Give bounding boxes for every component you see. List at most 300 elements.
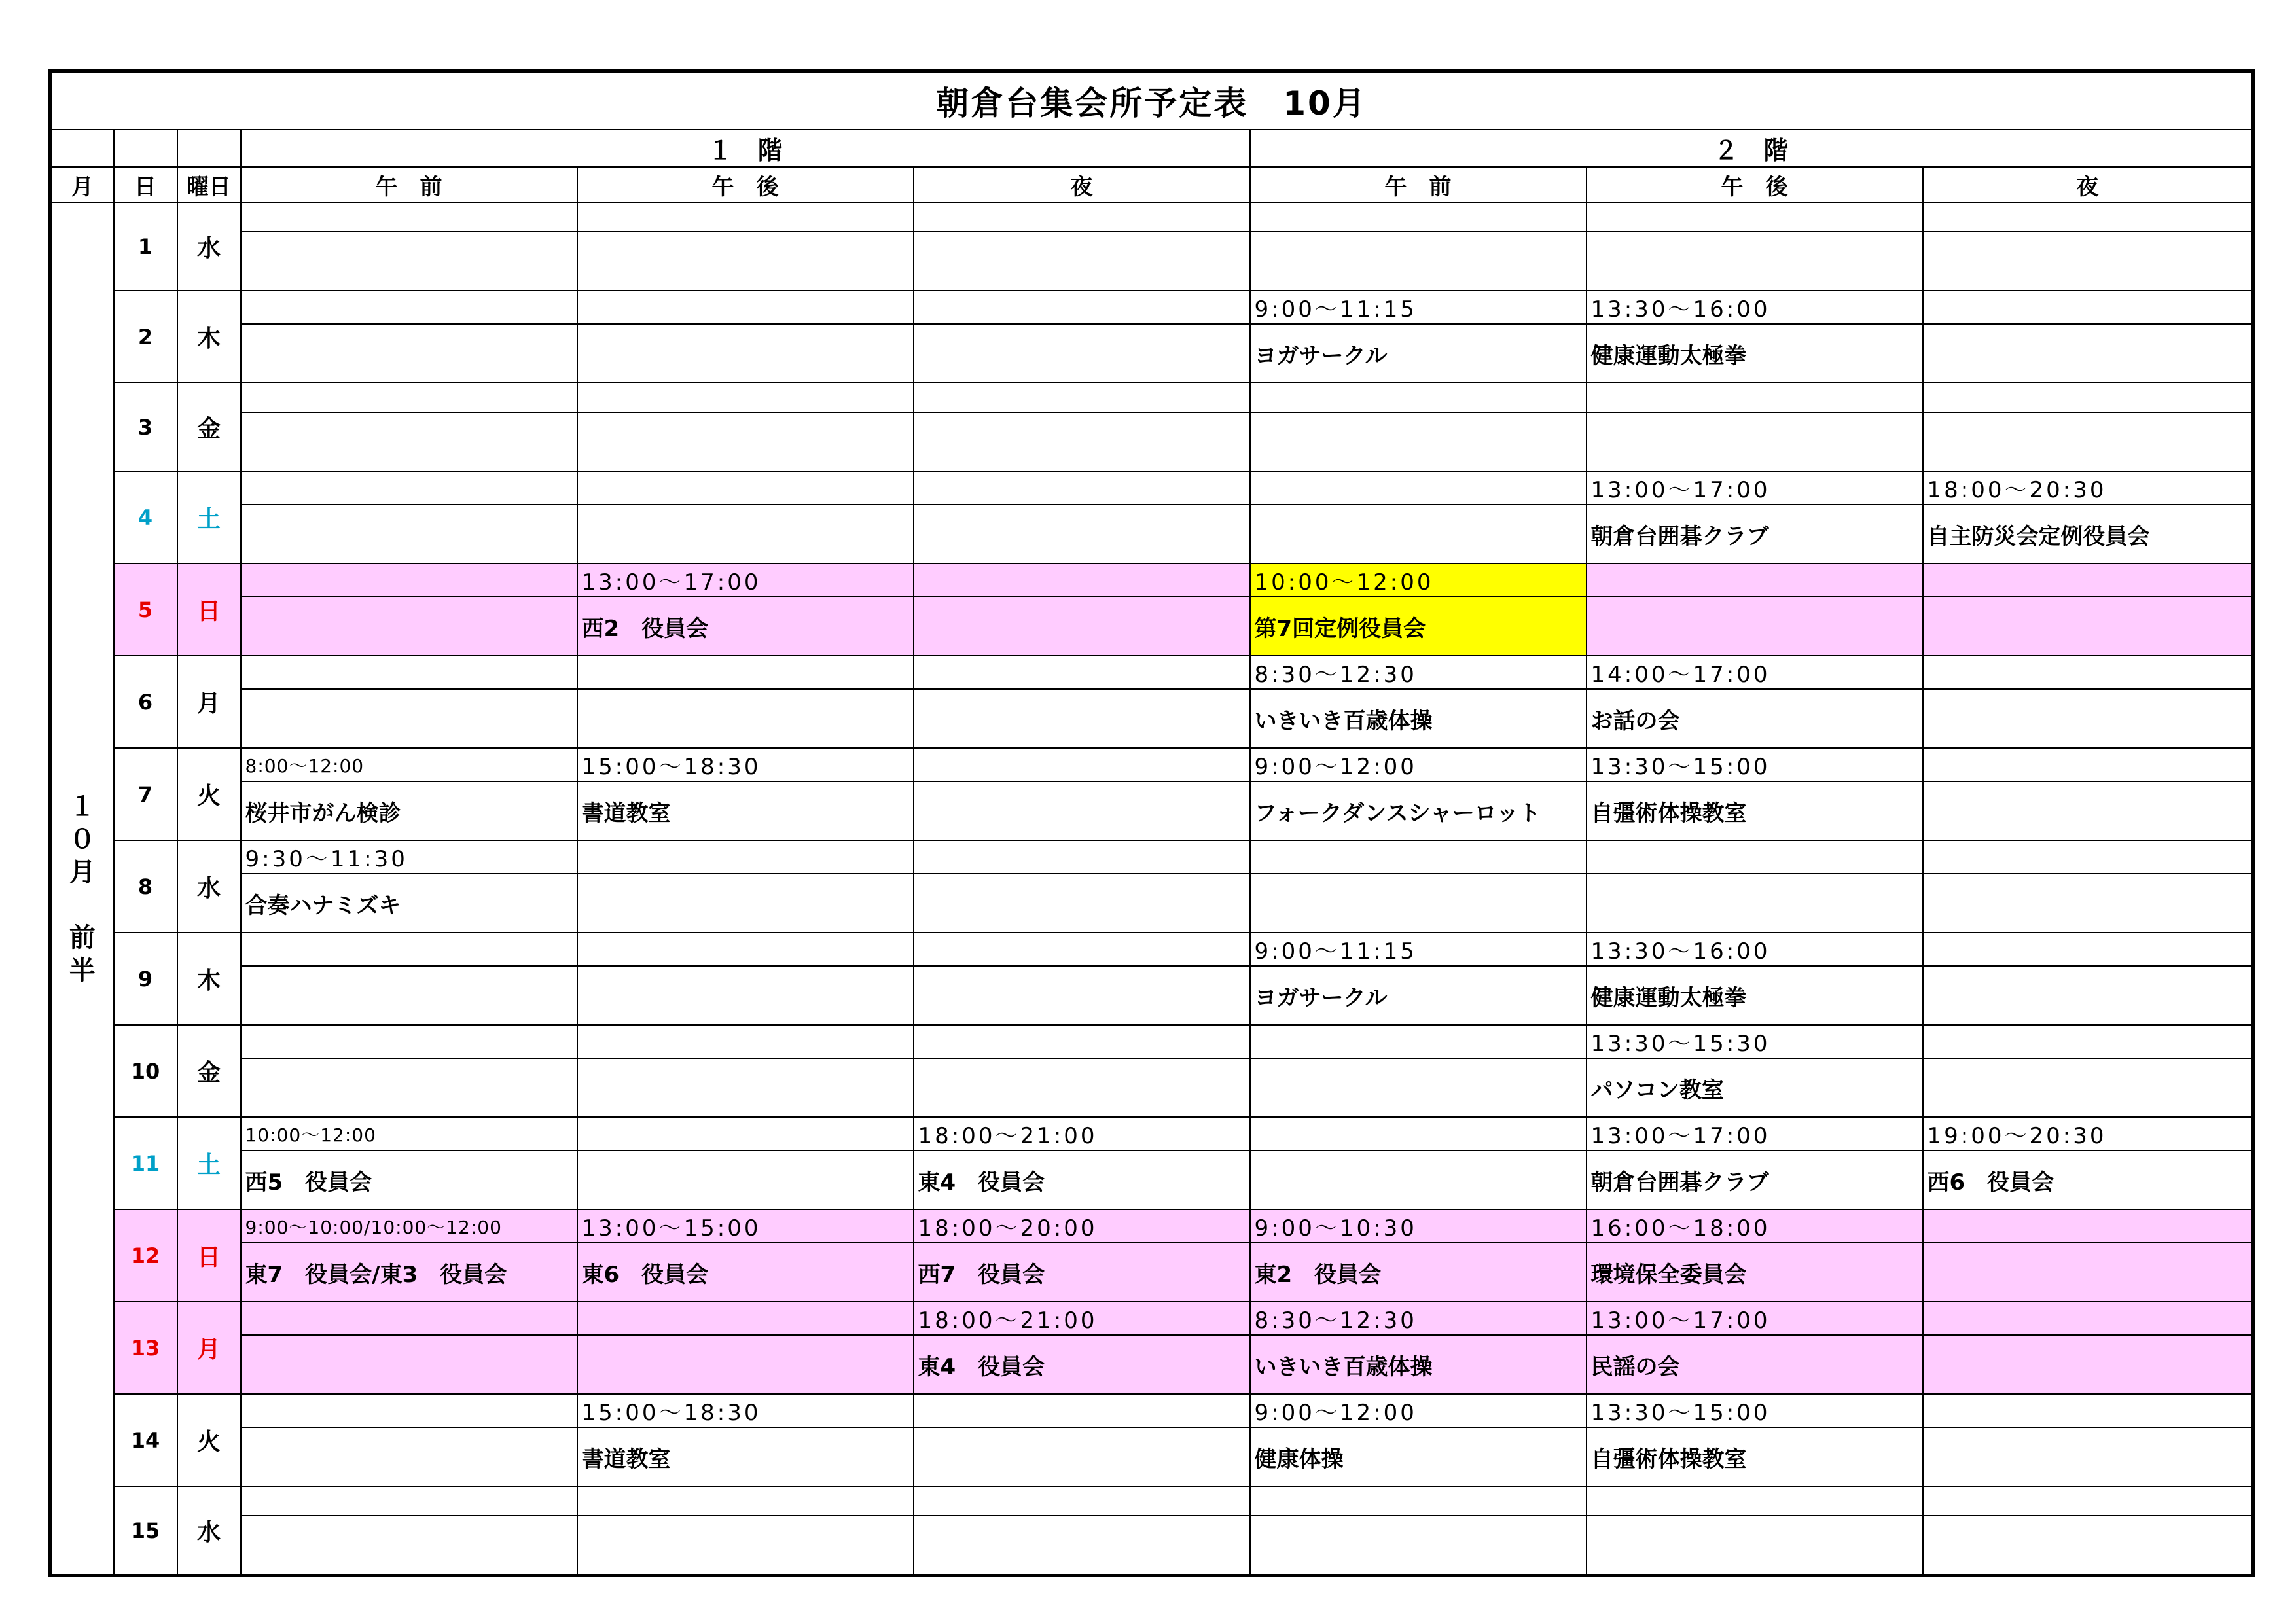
time-cell — [1923, 1209, 2253, 1243]
month-label — [50, 202, 114, 1576]
time-cell — [1250, 1302, 1587, 1335]
activity-cell — [1250, 597, 1587, 656]
activity-cell — [577, 324, 914, 383]
time-cell — [241, 1209, 577, 1243]
event-time-2f-pm: 13:30〜15:30 — [1590, 1031, 1770, 1057]
time-cell — [1923, 1486, 2253, 1516]
activity-cell — [1250, 1516, 1587, 1576]
activity-cell — [1923, 597, 2253, 656]
time-cell — [577, 656, 914, 689]
day-row — [50, 1302, 2253, 1335]
weekday-label: 金 — [177, 1025, 241, 1117]
time-cell — [241, 1394, 577, 1427]
activity-cell — [577, 1150, 914, 1209]
activity-cell — [577, 1427, 914, 1486]
activity-cell — [577, 1058, 914, 1117]
event-time-2f-am: 9:00〜11:15 — [1254, 296, 1417, 323]
event-name-1f-am: 桜井市がん検診 — [245, 800, 401, 827]
time-cell — [914, 1117, 1250, 1150]
activity-cell — [577, 781, 914, 840]
event-time-2f-pm: 13:00〜17:00 — [1590, 1123, 1770, 1149]
month-label-char: 半 — [69, 955, 96, 986]
event-name-2f-am: 健康体操 — [1254, 1446, 1344, 1472]
weekday-label: 木 — [177, 933, 241, 1025]
time-cell — [241, 471, 577, 505]
day-number: 2 — [114, 291, 177, 383]
time-cell — [914, 1025, 1250, 1058]
activity-cell — [1923, 1150, 2253, 1209]
time-cell — [1250, 1025, 1587, 1058]
time-cell — [577, 933, 914, 966]
time-cell — [1923, 933, 2253, 966]
day-row — [50, 840, 2253, 874]
day-row-activity — [50, 1427, 2253, 1486]
event-time-2f-night: 18:00〜20:30 — [1927, 477, 2107, 503]
time-cell — [1923, 383, 2253, 412]
event-time-1f-am: 9:30〜11:30 — [245, 846, 408, 872]
time-cell — [1587, 933, 1923, 966]
time-cell — [577, 1486, 914, 1516]
activity-cell — [1250, 505, 1587, 563]
activity-cell — [241, 1427, 577, 1486]
time-cell — [1587, 471, 1923, 505]
month-label-char: 月 — [69, 857, 96, 887]
activity-cell — [914, 781, 1250, 840]
time-cell — [1923, 563, 2253, 597]
day-number: 1 — [114, 202, 177, 291]
event-name-1f-night: 東4 役員会 — [918, 1353, 1045, 1380]
activity-cell — [577, 505, 914, 563]
time-cell — [1587, 748, 1923, 781]
day-row-activity — [50, 1243, 2253, 1302]
activity-cell — [1587, 874, 1923, 933]
time-cell — [241, 1025, 577, 1058]
day-number: 10 — [114, 1025, 177, 1117]
event-name-2f-pm: 健康運動太極拳 — [1590, 342, 1747, 369]
time-cell — [1250, 1394, 1587, 1427]
time-cell — [241, 656, 577, 689]
time-cell — [577, 1117, 914, 1150]
activity-cell — [1587, 1335, 1923, 1394]
time-cell — [577, 471, 914, 505]
time-cell — [914, 563, 1250, 597]
slot-header-2f-pm: 午 後 — [1587, 167, 1923, 202]
activity-cell — [241, 966, 577, 1025]
time-cell — [914, 933, 1250, 966]
event-time-2f-pm: 14:00〜17:00 — [1590, 662, 1770, 688]
event-name-2f-am: いきいき百歳体操 — [1254, 707, 1433, 734]
time-cell — [914, 471, 1250, 505]
event-name-1f-pm: 書道教室 — [581, 800, 671, 827]
time-cell — [914, 383, 1250, 412]
event-time-2f-am: 9:00〜12:00 — [1254, 754, 1417, 780]
time-cell — [1923, 656, 2253, 689]
event-time-2f-pm: 13:30〜16:00 — [1590, 296, 1770, 323]
time-cell — [914, 202, 1250, 232]
day-row-activity — [50, 1150, 2253, 1209]
activity-cell — [914, 505, 1250, 563]
time-cell — [241, 291, 577, 324]
day-row — [50, 1025, 2253, 1058]
event-name-1f-am: 東7 役員会/東3 役員会 — [245, 1261, 507, 1288]
time-cell — [241, 748, 577, 781]
event-name-2f-pm: お話の会 — [1590, 707, 1680, 734]
activity-cell — [241, 1150, 577, 1209]
event-name-1f-night: 東4 役員会 — [918, 1169, 1045, 1196]
weekday-header: 曜日 — [177, 167, 241, 202]
day-row-activity — [50, 505, 2253, 563]
activity-cell — [1250, 1335, 1587, 1394]
time-cell — [1923, 471, 2253, 505]
activity-cell — [1587, 505, 1923, 563]
slot-header-2f-am: 午 前 — [1250, 167, 1587, 202]
activity-cell — [1587, 1150, 1923, 1209]
slot-header-1f-night: 夜 — [914, 167, 1250, 202]
event-time-1f-pm: 15:00〜18:30 — [581, 754, 761, 780]
activity-cell — [241, 874, 577, 933]
activity-cell — [1923, 324, 2253, 383]
event-name-2f-am: ヨガサークル — [1254, 984, 1388, 1011]
activity-cell — [1250, 1427, 1587, 1486]
time-cell — [241, 840, 577, 874]
day-row — [50, 1394, 2253, 1427]
activity-cell — [1587, 1058, 1923, 1117]
activity-cell — [914, 1150, 1250, 1209]
time-cell — [577, 291, 914, 324]
activity-cell — [577, 232, 914, 291]
month-label-char: ０ — [69, 824, 96, 855]
event-name-1f-pm: 西2 役員会 — [581, 615, 709, 642]
activity-cell — [1923, 781, 2253, 840]
page-title: 朝倉台集会所予定表 10月 — [50, 71, 2253, 130]
event-time-2f-pm: 13:00〜17:00 — [1590, 1308, 1770, 1334]
day-row — [50, 656, 2253, 689]
day-row-activity — [50, 874, 2253, 933]
day-row-activity — [50, 689, 2253, 748]
activity-cell — [241, 1516, 577, 1576]
event-name-2f-pm: パソコン教室 — [1590, 1077, 1724, 1103]
event-name-2f-am: 東2 役員会 — [1254, 1261, 1382, 1288]
event-name-2f-pm: 健康運動太極拳 — [1590, 984, 1747, 1011]
event-name-1f-pm: 書道教室 — [581, 1446, 671, 1472]
activity-cell — [241, 1335, 577, 1394]
time-cell — [577, 1209, 914, 1243]
event-time-2f-pm: 13:30〜15:00 — [1590, 1400, 1770, 1426]
activity-cell — [1923, 966, 2253, 1025]
day-row — [50, 563, 2253, 597]
time-cell — [1250, 471, 1587, 505]
time-cell — [577, 1302, 914, 1335]
time-cell — [241, 1486, 577, 1516]
weekday-label: 水 — [177, 202, 241, 291]
activity-cell — [914, 412, 1250, 471]
activity-cell — [914, 1335, 1250, 1394]
time-cell — [1587, 383, 1923, 412]
activity-cell — [1923, 412, 2253, 471]
time-cell — [914, 748, 1250, 781]
day-row — [50, 383, 2253, 412]
event-time-2f-am: 10:00〜12:00 — [1254, 569, 1434, 596]
event-time-2f-pm: 16:00〜18:00 — [1590, 1215, 1770, 1241]
time-cell — [1923, 1394, 2253, 1427]
event-time-2f-am: 8:30〜12:30 — [1254, 662, 1417, 688]
time-cell — [914, 1209, 1250, 1243]
activity-cell — [914, 1516, 1250, 1576]
time-cell — [1923, 748, 2253, 781]
weekday-label: 月 — [177, 1302, 241, 1394]
activity-cell — [914, 1058, 1250, 1117]
day-number: 13 — [114, 1302, 177, 1394]
time-cell — [577, 383, 914, 412]
day-number: 4 — [114, 471, 177, 563]
day-row-activity — [50, 597, 2253, 656]
day-row-activity — [50, 1058, 2253, 1117]
activity-cell — [914, 1427, 1250, 1486]
event-time-2f-night: 19:00〜20:30 — [1927, 1123, 2107, 1149]
activity-cell — [577, 1335, 914, 1394]
time-cell — [1587, 291, 1923, 324]
activity-cell — [241, 505, 577, 563]
day-header: 日 — [114, 167, 177, 202]
day-row-activity — [50, 1516, 2253, 1576]
activity-cell — [1250, 781, 1587, 840]
activity-cell — [577, 597, 914, 656]
activity-cell — [1250, 874, 1587, 933]
day-number: 12 — [114, 1209, 177, 1302]
time-cell — [577, 840, 914, 874]
schedule-sheet — [48, 69, 2251, 1577]
event-name-2f-am: フォークダンスシャーロット — [1254, 800, 1541, 827]
activity-cell — [1250, 1243, 1587, 1302]
event-time-1f-night: 18:00〜20:00 — [918, 1215, 1098, 1241]
day-row-activity — [50, 232, 2253, 291]
time-cell — [1250, 933, 1587, 966]
day-row — [50, 471, 2253, 505]
day-number: 6 — [114, 656, 177, 748]
day-row-activity — [50, 324, 2253, 383]
weekday-label: 水 — [177, 840, 241, 933]
activity-cell — [1587, 1516, 1923, 1576]
time-cell — [1923, 1302, 2253, 1335]
floor-2-header: ２ 階 — [1250, 130, 2253, 167]
day-row — [50, 1486, 2253, 1516]
time-cell — [1587, 1209, 1923, 1243]
time-cell — [1587, 563, 1923, 597]
month-label-char: １ — [69, 791, 96, 822]
time-cell — [1587, 1394, 1923, 1427]
activity-cell — [577, 689, 914, 748]
time-cell — [1923, 202, 2253, 232]
time-cell — [577, 202, 914, 232]
activity-cell — [577, 966, 914, 1025]
day-row — [50, 1209, 2253, 1243]
event-name-2f-pm: 民謡の会 — [1590, 1353, 1680, 1380]
time-cell — [1250, 1117, 1587, 1150]
activity-cell — [241, 412, 577, 471]
time-cell — [1587, 202, 1923, 232]
month-header: 月 — [50, 167, 114, 202]
event-name-2f-pm: 自彊術体操教室 — [1590, 800, 1747, 827]
month-label-char: 前 — [69, 922, 96, 953]
day-number: 3 — [114, 383, 177, 471]
activity-cell — [1923, 1243, 2253, 1302]
activity-cell — [1923, 1058, 2253, 1117]
day-number: 8 — [114, 840, 177, 933]
activity-cell — [577, 874, 914, 933]
day-row-activity — [50, 966, 2253, 1025]
event-name-1f-am: 西5 役員会 — [245, 1169, 372, 1196]
slot-header-2f-night: 夜 — [1923, 167, 2253, 202]
day-row — [50, 1117, 2253, 1150]
event-time-1f-pm: 13:00〜17:00 — [581, 569, 761, 596]
event-time-1f-am: 8:00〜12:00 — [245, 755, 365, 777]
time-cell — [577, 748, 914, 781]
time-cell — [577, 1394, 914, 1427]
time-cell — [1250, 202, 1587, 232]
day-number: 15 — [114, 1486, 177, 1576]
time-cell — [1587, 840, 1923, 874]
time-cell — [1250, 383, 1587, 412]
activity-cell — [1587, 689, 1923, 748]
weekday-label: 木 — [177, 291, 241, 383]
activity-cell — [1587, 781, 1923, 840]
event-name-2f-night: 自主防災会定例役員会 — [1927, 523, 2150, 550]
time-cell — [1587, 656, 1923, 689]
time-cell — [914, 1302, 1250, 1335]
activity-cell — [577, 412, 914, 471]
activity-cell — [1250, 966, 1587, 1025]
activity-cell — [241, 232, 577, 291]
activity-cell — [1250, 232, 1587, 291]
activity-cell — [1923, 505, 2253, 563]
weekday-label: 火 — [177, 1394, 241, 1486]
month-label-char — [52, 889, 113, 921]
activity-cell — [1923, 874, 2253, 933]
event-name-2f-night: 西6 役員会 — [1927, 1169, 2054, 1196]
time-cell — [1250, 656, 1587, 689]
activity-cell — [1587, 412, 1923, 471]
time-cell — [241, 202, 577, 232]
day-number: 7 — [114, 748, 177, 840]
event-time-2f-am: 9:00〜11:15 — [1254, 938, 1417, 965]
weekday-label: 月 — [177, 656, 241, 748]
time-cell — [1587, 1025, 1923, 1058]
day-row — [50, 202, 2253, 232]
time-cell — [914, 656, 1250, 689]
time-cell — [241, 1117, 577, 1150]
slot-header-1f-pm: 午 後 — [577, 167, 914, 202]
activity-cell — [241, 597, 577, 656]
day-row — [50, 291, 2253, 324]
time-cell — [914, 1486, 1250, 1516]
weekday-label: 火 — [177, 748, 241, 840]
time-cell — [1923, 1025, 2253, 1058]
time-cell — [241, 383, 577, 412]
activity-cell — [1250, 412, 1587, 471]
activity-cell — [1587, 966, 1923, 1025]
event-time-1f-am: 10:00〜12:00 — [245, 1124, 376, 1146]
time-cell — [1923, 1117, 2253, 1150]
time-cell — [1250, 291, 1587, 324]
event-name-2f-am: ヨガサークル — [1254, 342, 1388, 369]
event-time-2f-pm: 13:30〜15:00 — [1590, 754, 1770, 780]
weekday-label: 日 — [177, 563, 241, 656]
event-name-2f-am: いきいき百歳体操 — [1254, 1353, 1433, 1380]
activity-cell — [914, 597, 1250, 656]
activity-cell — [1587, 324, 1923, 383]
activity-cell — [1923, 1516, 2253, 1576]
floor-1-header: １ 階 — [241, 130, 1250, 167]
activity-cell — [1923, 232, 2253, 291]
time-cell — [1923, 840, 2253, 874]
event-name-2f-pm: 自彊術体操教室 — [1590, 1446, 1747, 1472]
time-cell — [1250, 1209, 1587, 1243]
slot-header-1f-am: 午 前 — [241, 167, 577, 202]
day-number: 11 — [114, 1117, 177, 1209]
day-row — [50, 748, 2253, 781]
event-name-2f-am: 第7回定例役員会 — [1254, 615, 1426, 642]
time-cell — [914, 1394, 1250, 1427]
activity-cell — [577, 1516, 914, 1576]
event-time-2f-am: 9:00〜10:30 — [1254, 1215, 1417, 1241]
event-time-1f-pm: 15:00〜18:30 — [581, 1400, 761, 1426]
event-name-2f-pm: 朝倉台囲碁クラブ — [1590, 1169, 1769, 1196]
activity-cell — [1923, 689, 2253, 748]
activity-cell — [1587, 232, 1923, 291]
event-name-1f-am: 合奏ハナミズキ — [245, 892, 401, 919]
event-time-2f-am: 9:00〜12:00 — [1254, 1400, 1417, 1426]
activity-cell — [914, 324, 1250, 383]
weekday-label: 土 — [177, 1117, 241, 1209]
time-cell — [241, 563, 577, 597]
activity-cell — [1587, 1243, 1923, 1302]
day-number: 9 — [114, 933, 177, 1025]
day-row-activity — [50, 781, 2253, 840]
activity-cell — [1250, 1058, 1587, 1117]
day-number: 14 — [114, 1394, 177, 1486]
time-cell — [241, 933, 577, 966]
time-cell — [914, 291, 1250, 324]
time-cell — [577, 1025, 914, 1058]
event-time-2f-pm: 13:00〜17:00 — [1590, 477, 1770, 503]
time-cell — [1587, 1117, 1923, 1150]
event-name-1f-night: 西7 役員会 — [918, 1261, 1045, 1288]
event-time-2f-am: 8:30〜12:30 — [1254, 1308, 1417, 1334]
activity-cell — [1250, 689, 1587, 748]
event-time-2f-pm: 13:30〜16:00 — [1590, 938, 1770, 965]
activity-cell — [241, 1243, 577, 1302]
activity-cell — [914, 874, 1250, 933]
activity-cell — [241, 1058, 577, 1117]
activity-cell — [914, 966, 1250, 1025]
activity-cell — [241, 689, 577, 748]
time-cell — [914, 840, 1250, 874]
time-cell — [1250, 748, 1587, 781]
activity-cell — [1923, 1427, 2253, 1486]
day-row-activity — [50, 1335, 2253, 1394]
schedule-table — [48, 69, 2255, 1577]
time-cell — [1250, 840, 1587, 874]
activity-cell — [1587, 1427, 1923, 1486]
day-number: 5 — [114, 563, 177, 656]
weekday-label: 日 — [177, 1209, 241, 1302]
activity-cell — [241, 781, 577, 840]
activity-cell — [577, 1243, 914, 1302]
event-name-2f-pm: 朝倉台囲碁クラブ — [1590, 523, 1769, 550]
time-cell — [1587, 1302, 1923, 1335]
event-name-2f-pm: 環境保全委員会 — [1590, 1261, 1747, 1288]
day-row — [50, 933, 2253, 966]
